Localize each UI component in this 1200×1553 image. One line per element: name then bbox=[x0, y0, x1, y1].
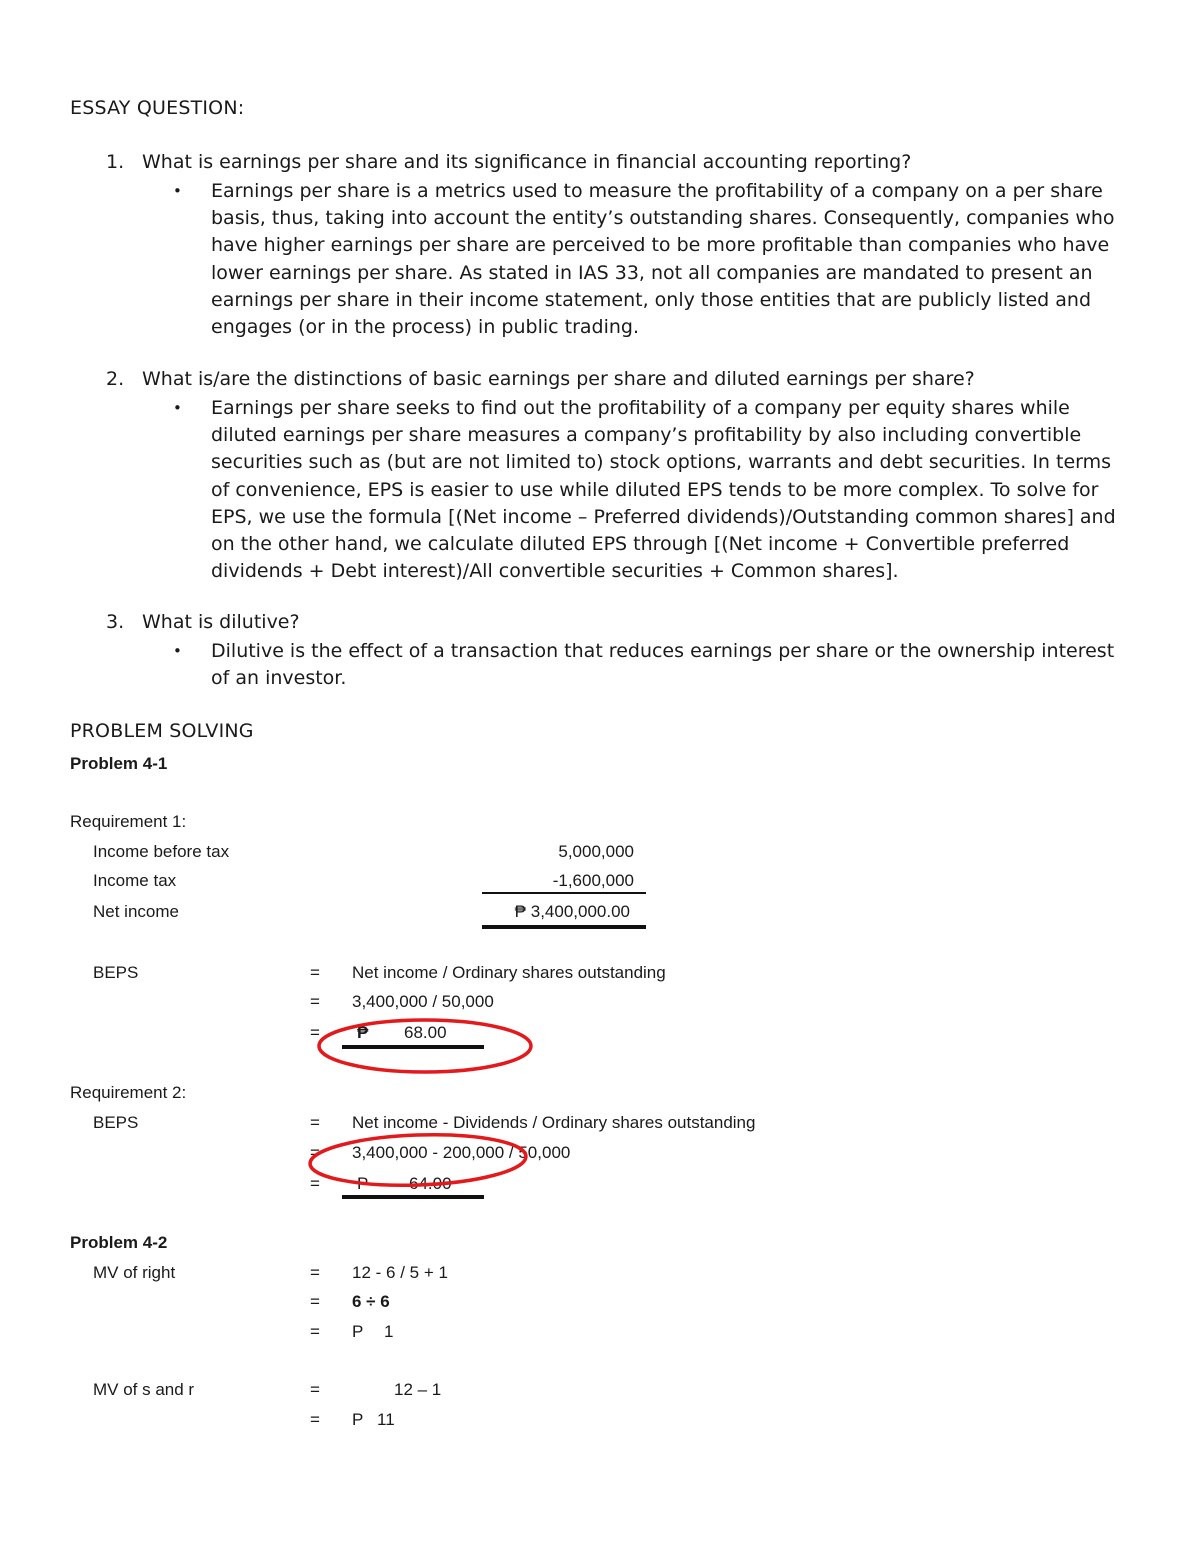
beps-label: BEPS bbox=[93, 963, 139, 982]
beps-result: 64.00 bbox=[409, 1174, 452, 1193]
equals-sign: = bbox=[310, 1292, 320, 1311]
net-income-value: ₱ 3,400,000.00 bbox=[514, 902, 630, 921]
equals-sign: = bbox=[310, 992, 320, 1011]
row-label: Income tax bbox=[93, 871, 177, 890]
answer-2 bbox=[173, 395, 1133, 585]
formula-line: 6 ÷ 6 bbox=[352, 1292, 390, 1311]
mv-sr-result: 11 bbox=[377, 1410, 395, 1429]
result-double-rule bbox=[342, 1195, 484, 1199]
question-number: 2. bbox=[106, 368, 125, 390]
question-number: 1. bbox=[106, 151, 125, 173]
answer-text: Dilutive is the effect of a transaction that reduces earnings per share or the ownership interest of an investor. bbox=[211, 640, 1115, 690]
mv-right-result: 1 bbox=[384, 1322, 394, 1341]
question-number: 3. bbox=[106, 611, 125, 633]
equals-sign: = bbox=[310, 1174, 320, 1193]
bullet-icon: • bbox=[173, 182, 182, 200]
equals-sign: = bbox=[310, 1322, 320, 1341]
mv-right-label: MV of right bbox=[93, 1263, 176, 1282]
formula-line: Net income - Dividends / Ordinary shares outstanding bbox=[352, 1113, 756, 1132]
total-double-rule bbox=[482, 925, 646, 929]
equals-sign: = bbox=[310, 1143, 320, 1162]
equals-sign: = bbox=[310, 1023, 320, 1042]
formula-line: Net income / Ordinary shares outstanding bbox=[352, 963, 666, 982]
peso-sign: P bbox=[357, 1174, 369, 1193]
row-label: Income before tax bbox=[93, 842, 230, 861]
peso-sign: ₱ bbox=[357, 1023, 369, 1042]
answer-3 bbox=[173, 638, 1133, 692]
answer-text: Earnings per share is a metrics used to measure the profitability of a company on a per share basis, thus, taking into account the entity’s outstanding shares. Consequently, companies who have higher earnings per share are perceived to be more profitable than companies who have lower earnings per share. As stated in IAS 33, not all companies are mandated to present an earnings per share in their income statement, only those entities that are publicly listed and engages (or in the process) in public trading. bbox=[211, 180, 1115, 339]
formula-line: 3,400,000 - 200,000 / 50,000 bbox=[352, 1143, 571, 1162]
question-text: What is earnings per share and its significance in financial accounting reporting? bbox=[142, 151, 912, 173]
formula-line: 12 – 1 bbox=[394, 1380, 442, 1399]
peso-sign: P bbox=[352, 1410, 364, 1429]
problem-4-2-title: Problem 4-2 bbox=[70, 1233, 168, 1252]
question-text: What is dilutive? bbox=[142, 611, 300, 633]
row-value: 5,000,000 bbox=[558, 842, 634, 861]
equals-sign: = bbox=[310, 963, 320, 982]
bullet-icon: • bbox=[173, 399, 182, 417]
peso-sign: P bbox=[352, 1322, 364, 1341]
formula-line: 3,400,000 / 50,000 bbox=[352, 992, 494, 1011]
mv-sr-label: MV of s and r bbox=[93, 1380, 195, 1399]
formula-line: 12 - 6 / 5 + 1 bbox=[352, 1263, 448, 1282]
problem-4-1-title: Problem 4-1 bbox=[70, 754, 168, 773]
beps-result: 68.00 bbox=[404, 1023, 447, 1042]
equals-sign: = bbox=[310, 1263, 320, 1282]
problems-heading: PROBLEM SOLVING bbox=[70, 720, 254, 742]
row-label: Net income bbox=[93, 902, 179, 921]
answer-1 bbox=[173, 178, 1133, 341]
result-double-rule bbox=[342, 1045, 484, 1049]
equals-sign: = bbox=[310, 1410, 320, 1429]
requirement-2-title: Requirement 2: bbox=[70, 1083, 187, 1102]
equals-sign: = bbox=[310, 1380, 320, 1399]
question-text: What is/are the distinctions of basic earnings per share and diluted earnings per share? bbox=[142, 368, 975, 390]
bullet-icon: • bbox=[173, 642, 182, 660]
equals-sign: = bbox=[310, 1113, 320, 1132]
requirement-1-title: Requirement 1: bbox=[70, 812, 187, 831]
beps-label: BEPS bbox=[93, 1113, 139, 1132]
answer-text: Earnings per share seeks to find out the profitability of a company per equity shares while diluted earnings per share measures a company’s profitability by also including convertible securities such as (but are not limited to) stock options, warrants and debt securities. In terms of convenience, EPS is easier to use while diluted EPS tends to be more complex. To solve for EPS, we use the formula [(Net income – Preferred dividends)/Outstanding common shares] and on the other hand, we calculate diluted EPS through [(Net income + Convertible preferred dividends + Debt interest)/All convertible securities + Common shares]. bbox=[211, 397, 1116, 583]
row-value: -1,600,000 bbox=[552, 871, 634, 890]
essay-heading: ESSAY QUESTION: bbox=[70, 97, 245, 119]
subtotal-rule bbox=[482, 892, 646, 894]
